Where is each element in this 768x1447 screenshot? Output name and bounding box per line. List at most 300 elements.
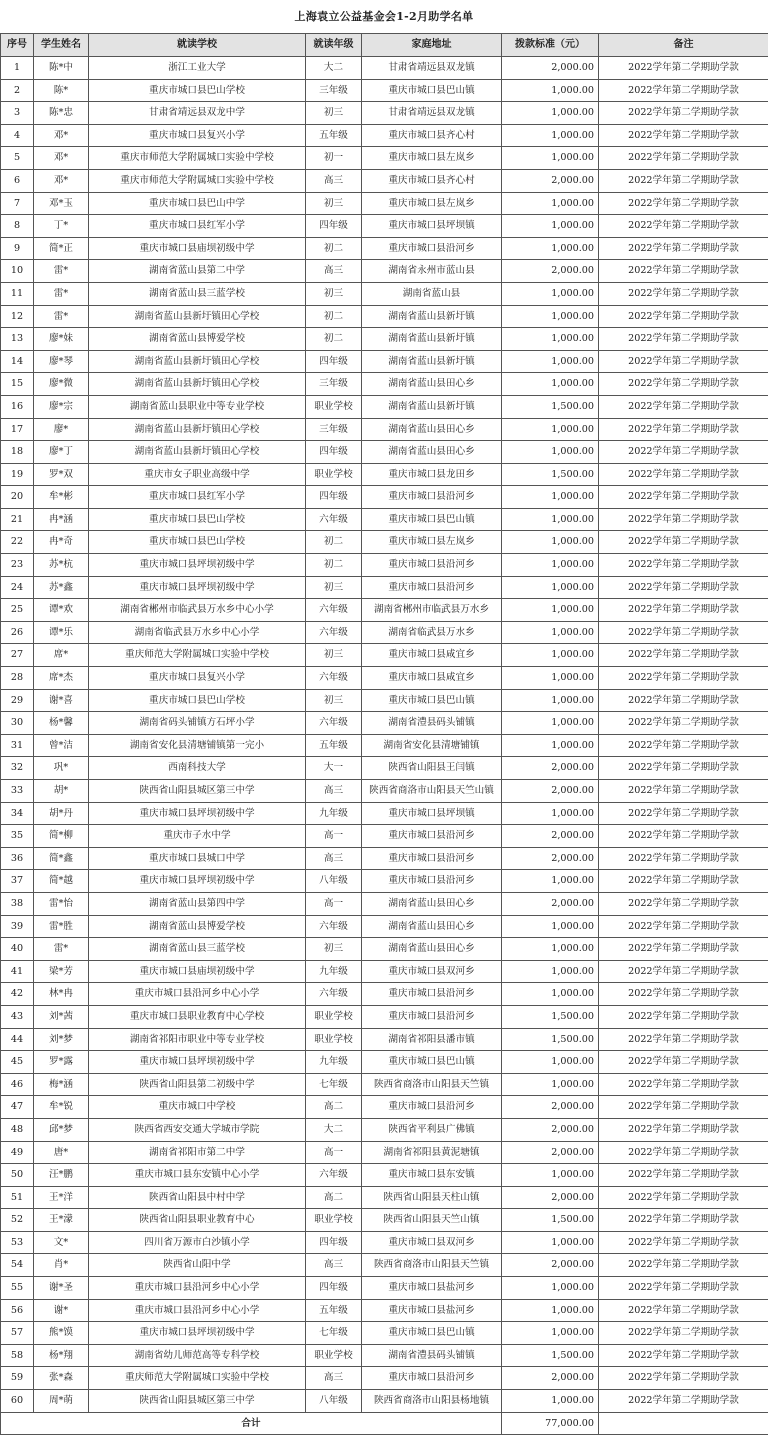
cell-student-name: 谢*圣 <box>34 1277 89 1300</box>
cell-index: 53 <box>1 1231 34 1254</box>
cell-address: 湖南省澧县码头铺镇 <box>362 712 502 735</box>
table-row <box>1 938 768 961</box>
cell-remark: 2022学年第二学期助学款 <box>599 282 768 305</box>
cell-index: 54 <box>1 1254 34 1277</box>
cell-index: 24 <box>1 576 34 599</box>
cell-address: 重庆市城口县沿河乡 <box>362 576 502 599</box>
table-row <box>1 892 768 915</box>
cell-remark: 2022学年第二学期助学款 <box>599 1322 768 1345</box>
cell-address: 湖南省蓝山县新圩镇 <box>362 305 502 328</box>
cell-address: 湖南省祁阳县黄泥塘镇 <box>362 1141 502 1164</box>
cell-student-name: 陈*中 <box>34 57 89 80</box>
cell-amount: 1,000.00 <box>502 147 599 170</box>
cell-address: 重庆市城口县咸宜乡 <box>362 644 502 667</box>
cell-grade: 四年级 <box>306 441 362 464</box>
cell-student-name: 雷* <box>34 938 89 961</box>
cell-school: 重庆市城口县坪坝初级中学 <box>89 802 306 825</box>
table-row <box>1 847 768 870</box>
table-footer <box>1 1412 768 1435</box>
cell-grade: 高三 <box>306 780 362 803</box>
cell-student-name: 简*越 <box>34 870 89 893</box>
cell-student-name: 丁* <box>34 215 89 238</box>
cell-index: 42 <box>1 983 34 1006</box>
cell-address: 重庆市城口县沿河乡 <box>362 983 502 1006</box>
table-row <box>1 712 768 735</box>
cell-index: 15 <box>1 373 34 396</box>
cell-student-name: 陈*忠 <box>34 102 89 125</box>
table-row <box>1 463 768 486</box>
cell-address: 湖南省蓝山县田心乡 <box>362 441 502 464</box>
table-row <box>1 599 768 622</box>
table-row <box>1 621 768 644</box>
cell-amount: 1,000.00 <box>502 418 599 441</box>
cell-amount: 1,000.00 <box>502 124 599 147</box>
cell-school: 湖南省郴州市临武县万水乡中心小学 <box>89 599 306 622</box>
cell-index: 26 <box>1 621 34 644</box>
cell-school: 湖南省蓝山县第二中学 <box>89 260 306 283</box>
cell-index: 36 <box>1 847 34 870</box>
cell-student-name: 邓* <box>34 169 89 192</box>
cell-student-name: 梁*芳 <box>34 960 89 983</box>
cell-index: 19 <box>1 463 34 486</box>
cell-address: 陕西省商洛市山阳县天竺镇 <box>362 1073 502 1096</box>
table-row <box>1 531 768 554</box>
table-row <box>1 554 768 577</box>
cell-remark: 2022学年第二学期助学款 <box>599 79 768 102</box>
cell-student-name: 汪*鹏 <box>34 1164 89 1187</box>
cell-remark: 2022学年第二学期助学款 <box>599 124 768 147</box>
cell-grade: 三年级 <box>306 373 362 396</box>
table-row <box>1 1186 768 1209</box>
cell-address: 湖南省安化县清塘铺镇 <box>362 734 502 757</box>
cell-address: 陕西省平利县广佛镇 <box>362 1118 502 1141</box>
table-row <box>1 667 768 690</box>
cell-address: 甘肃省靖远县双龙镇 <box>362 102 502 125</box>
cell-amount: 1,500.00 <box>502 395 599 418</box>
cell-grade: 六年级 <box>306 915 362 938</box>
cell-grade: 七年级 <box>306 1322 362 1345</box>
cell-grade: 六年级 <box>306 508 362 531</box>
cell-address: 重庆市城口县盐河乡 <box>362 1277 502 1300</box>
cell-remark: 2022学年第二学期助学款 <box>599 260 768 283</box>
cell-grade: 职业学校 <box>306 1209 362 1232</box>
cell-address: 重庆市城口县齐心村 <box>362 124 502 147</box>
cell-remark: 2022学年第二学期助学款 <box>599 531 768 554</box>
cell-grade: 六年级 <box>306 621 362 644</box>
cell-remark: 2022学年第二学期助学款 <box>599 418 768 441</box>
cell-grade: 大一 <box>306 757 362 780</box>
cell-index: 27 <box>1 644 34 667</box>
cell-school: 重庆市子水中学 <box>89 825 306 848</box>
cell-grade: 初二 <box>306 305 362 328</box>
cell-index: 50 <box>1 1164 34 1187</box>
cell-address: 重庆市城口县龙田乡 <box>362 463 502 486</box>
cell-school: 湖南省蓝山县新圩镇田心学校 <box>89 350 306 373</box>
cell-school: 重庆市城口县城口中学 <box>89 847 306 870</box>
table-row <box>1 1231 768 1254</box>
cell-grade: 初一 <box>306 147 362 170</box>
table-row <box>1 1005 768 1028</box>
table-row <box>1 1277 768 1300</box>
table-row <box>1 1390 768 1413</box>
cell-grade: 初三 <box>306 576 362 599</box>
scholarship-table <box>0 33 768 1435</box>
document-title: 上海袁立公益基金会1-2月助学名单 <box>294 10 474 23</box>
cell-school: 重庆市城口县坪坝初级中学 <box>89 1051 306 1074</box>
cell-school: 重庆市城口县红军小学 <box>89 215 306 238</box>
cell-remark: 2022学年第二学期助学款 <box>599 689 768 712</box>
table-row <box>1 983 768 1006</box>
cell-remark: 2022学年第二学期助学款 <box>599 1028 768 1051</box>
cell-amount: 2,000.00 <box>502 1141 599 1164</box>
cell-student-name: 廖*微 <box>34 373 89 396</box>
cell-amount: 1,000.00 <box>502 1277 599 1300</box>
total-label: 合计 <box>1 1412 502 1435</box>
cell-address: 湖南省蓝山县田心乡 <box>362 418 502 441</box>
cell-school: 湖南省蓝山县职业中等专业学校 <box>89 395 306 418</box>
cell-index: 34 <box>1 802 34 825</box>
cell-grade: 九年级 <box>306 802 362 825</box>
cell-student-name: 雷* <box>34 282 89 305</box>
cell-grade: 三年级 <box>306 79 362 102</box>
cell-address: 重庆市城口县双河乡 <box>362 1231 502 1254</box>
cell-school: 陕西省西安交通大学城市学院 <box>89 1118 306 1141</box>
cell-remark: 2022学年第二学期助学款 <box>599 395 768 418</box>
cell-address: 重庆市城口县沿河乡 <box>362 1096 502 1119</box>
cell-school: 重庆市城口县庙坝初级中学 <box>89 960 306 983</box>
cell-school: 重庆市城口县红军小学 <box>89 486 306 509</box>
cell-address: 重庆市城口县双河乡 <box>362 960 502 983</box>
header-student-name: 学生姓名 <box>34 34 89 57</box>
cell-amount: 1,000.00 <box>502 554 599 577</box>
cell-remark: 2022学年第二学期助学款 <box>599 576 768 599</box>
cell-address: 重庆市城口县坪坝镇 <box>362 215 502 238</box>
cell-grade: 职业学校 <box>306 1028 362 1051</box>
cell-school: 湖南省蓝山县三蓝学校 <box>89 938 306 961</box>
cell-student-name: 王*洋 <box>34 1186 89 1209</box>
cell-school: 重庆市城口县巴山学校 <box>89 79 306 102</box>
cell-student-name: 邓*玉 <box>34 192 89 215</box>
cell-remark: 2022学年第二学期助学款 <box>599 463 768 486</box>
cell-index: 21 <box>1 508 34 531</box>
header-grade: 就读年级 <box>306 34 362 57</box>
cell-amount: 1,000.00 <box>502 621 599 644</box>
cell-address: 重庆市城口县巴山镇 <box>362 689 502 712</box>
cell-address: 重庆市城口县沿河乡 <box>362 486 502 509</box>
cell-school: 重庆市城口县坪坝初级中学 <box>89 554 306 577</box>
table-row <box>1 486 768 509</box>
cell-remark: 2022学年第二学期助学款 <box>599 373 768 396</box>
cell-remark: 2022学年第二学期助学款 <box>599 847 768 870</box>
cell-address: 重庆市城口县沿河乡 <box>362 554 502 577</box>
cell-remark: 2022学年第二学期助学款 <box>599 554 768 577</box>
cell-index: 12 <box>1 305 34 328</box>
cell-remark: 2022学年第二学期助学款 <box>599 328 768 351</box>
cell-school: 重庆市城口县巴山中学 <box>89 192 306 215</box>
cell-address: 重庆市城口县巴山镇 <box>362 1322 502 1345</box>
cell-amount: 1,000.00 <box>502 576 599 599</box>
cell-grade: 九年级 <box>306 1051 362 1074</box>
cell-amount: 1,000.00 <box>502 599 599 622</box>
cell-amount: 2,000.00 <box>502 780 599 803</box>
cell-student-name: 唐* <box>34 1141 89 1164</box>
cell-index: 1 <box>1 57 34 80</box>
cell-school: 陕西省山阳县城区第三中学 <box>89 1390 306 1413</box>
cell-student-name: 简*鑫 <box>34 847 89 870</box>
cell-amount: 1,000.00 <box>502 1051 599 1074</box>
table-row <box>1 79 768 102</box>
table-body <box>1 57 768 1413</box>
cell-grade: 四年级 <box>306 1277 362 1300</box>
cell-student-name: 罗*双 <box>34 463 89 486</box>
cell-student-name: 曾*洁 <box>34 734 89 757</box>
cell-index: 9 <box>1 237 34 260</box>
cell-amount: 1,000.00 <box>502 1299 599 1322</box>
table-row <box>1 1322 768 1345</box>
cell-amount: 2,000.00 <box>502 825 599 848</box>
table-row <box>1 373 768 396</box>
cell-address: 湖南省澧县码头铺镇 <box>362 1344 502 1367</box>
cell-index: 16 <box>1 395 34 418</box>
cell-grade: 初三 <box>306 938 362 961</box>
table-row <box>1 441 768 464</box>
cell-remark: 2022学年第二学期助学款 <box>599 599 768 622</box>
cell-index: 38 <box>1 892 34 915</box>
cell-index: 4 <box>1 124 34 147</box>
cell-grade: 高三 <box>306 260 362 283</box>
cell-remark: 2022学年第二学期助学款 <box>599 215 768 238</box>
cell-index: 29 <box>1 689 34 712</box>
cell-remark: 2022学年第二学期助学款 <box>599 1367 768 1390</box>
cell-student-name: 冉*奇 <box>34 531 89 554</box>
cell-index: 28 <box>1 667 34 690</box>
cell-student-name: 雷*怡 <box>34 892 89 915</box>
cell-student-name: 苏*鑫 <box>34 576 89 599</box>
cell-school: 重庆市城口县庙坝初级中学 <box>89 237 306 260</box>
cell-school: 重庆师范大学附属城口实验中学校 <box>89 644 306 667</box>
cell-remark: 2022学年第二学期助学款 <box>599 644 768 667</box>
cell-student-name: 张*森 <box>34 1367 89 1390</box>
cell-amount: 1,500.00 <box>502 463 599 486</box>
cell-amount: 1,000.00 <box>502 102 599 125</box>
cell-grade: 六年级 <box>306 667 362 690</box>
cell-address: 重庆市城口县巴山镇 <box>362 508 502 531</box>
cell-address: 重庆市城口县沿河乡 <box>362 870 502 893</box>
cell-student-name: 邱*梦 <box>34 1118 89 1141</box>
cell-amount: 1,000.00 <box>502 960 599 983</box>
cell-amount: 1,500.00 <box>502 1028 599 1051</box>
cell-school: 重庆市城口县沿河乡中心小学 <box>89 1277 306 1300</box>
cell-school: 湖南省祁阳市职业中等专业学校 <box>89 1028 306 1051</box>
cell-index: 44 <box>1 1028 34 1051</box>
cell-index: 30 <box>1 712 34 735</box>
table-row <box>1 1028 768 1051</box>
cell-grade: 四年级 <box>306 350 362 373</box>
cell-amount: 1,000.00 <box>502 1390 599 1413</box>
cell-student-name: 牟*锐 <box>34 1096 89 1119</box>
table-row <box>1 1299 768 1322</box>
header-row <box>1 34 768 57</box>
cell-address: 陕西省山阳县天竺山镇 <box>362 1209 502 1232</box>
cell-remark: 2022学年第二学期助学款 <box>599 734 768 757</box>
total-amount: 77,000.00 <box>502 1412 599 1435</box>
cell-grade: 五年级 <box>306 124 362 147</box>
table-row <box>1 215 768 238</box>
cell-school: 西南科技大学 <box>89 757 306 780</box>
cell-remark: 2022学年第二学期助学款 <box>599 938 768 961</box>
cell-amount: 1,000.00 <box>502 282 599 305</box>
cell-address: 湖南省蓝山县新圩镇 <box>362 350 502 373</box>
cell-school: 湖南省蓝山县三蓝学校 <box>89 282 306 305</box>
cell-remark: 2022学年第二学期助学款 <box>599 1118 768 1141</box>
cell-school: 陕西省山阳县城区第三中学 <box>89 780 306 803</box>
cell-school: 重庆市师范大学附属城口实验中学校 <box>89 169 306 192</box>
cell-index: 20 <box>1 486 34 509</box>
cell-amount: 1,000.00 <box>502 983 599 1006</box>
table-row <box>1 870 768 893</box>
cell-school: 重庆市城口县沿河乡中心小学 <box>89 983 306 1006</box>
cell-address: 重庆市城口县沿河乡 <box>362 1367 502 1390</box>
cell-amount: 2,000.00 <box>502 1096 599 1119</box>
cell-grade: 六年级 <box>306 599 362 622</box>
cell-student-name: 梅*涵 <box>34 1073 89 1096</box>
cell-index: 58 <box>1 1344 34 1367</box>
cell-grade: 职业学校 <box>306 1005 362 1028</box>
cell-student-name: 谢*喜 <box>34 689 89 712</box>
cell-student-name: 杨*馨 <box>34 712 89 735</box>
cell-student-name: 刘*梦 <box>34 1028 89 1051</box>
cell-student-name: 简*正 <box>34 237 89 260</box>
cell-address: 重庆市城口县东安镇 <box>362 1164 502 1187</box>
cell-address: 重庆市城口县左岚乡 <box>362 531 502 554</box>
cell-student-name: 周*萌 <box>34 1390 89 1413</box>
cell-remark: 2022学年第二学期助学款 <box>599 1299 768 1322</box>
table-row <box>1 192 768 215</box>
cell-student-name: 胡*丹 <box>34 802 89 825</box>
cell-remark: 2022学年第二学期助学款 <box>599 1051 768 1074</box>
cell-student-name: 罗*露 <box>34 1051 89 1074</box>
cell-remark: 2022学年第二学期助学款 <box>599 870 768 893</box>
cell-address: 重庆市城口县盐河乡 <box>362 1299 502 1322</box>
cell-address: 湖南省蓝山县田心乡 <box>362 373 502 396</box>
cell-index: 59 <box>1 1367 34 1390</box>
cell-student-name: 王*濛 <box>34 1209 89 1232</box>
cell-remark: 2022学年第二学期助学款 <box>599 1254 768 1277</box>
cell-remark: 2022学年第二学期助学款 <box>599 825 768 848</box>
cell-address: 湖南省蓝山县田心乡 <box>362 892 502 915</box>
cell-grade: 八年级 <box>306 1390 362 1413</box>
cell-remark: 2022学年第二学期助学款 <box>599 57 768 80</box>
cell-school: 湖南省蓝山县新圩镇田心学校 <box>89 418 306 441</box>
cell-amount: 1,000.00 <box>502 215 599 238</box>
cell-index: 6 <box>1 169 34 192</box>
cell-address: 重庆市城口县坪坝镇 <box>362 802 502 825</box>
cell-address: 重庆市城口县咸宜乡 <box>362 667 502 690</box>
cell-remark: 2022学年第二学期助学款 <box>599 237 768 260</box>
cell-grade: 高二 <box>306 1096 362 1119</box>
cell-school: 陕西省山阳县职业教育中心 <box>89 1209 306 1232</box>
cell-remark: 2022学年第二学期助学款 <box>599 892 768 915</box>
cell-address: 湖南省郴州市临武县万水乡 <box>362 599 502 622</box>
cell-index: 35 <box>1 825 34 848</box>
cell-amount: 2,000.00 <box>502 169 599 192</box>
table-row <box>1 350 768 373</box>
cell-amount: 1,000.00 <box>502 712 599 735</box>
cell-index: 45 <box>1 1051 34 1074</box>
header-index: 序号 <box>1 34 34 57</box>
table-row <box>1 102 768 125</box>
cell-amount: 1,000.00 <box>502 1231 599 1254</box>
cell-student-name: 刘*茜 <box>34 1005 89 1028</box>
cell-student-name: 廖*宗 <box>34 395 89 418</box>
cell-student-name: 席*杰 <box>34 667 89 690</box>
cell-grade: 六年级 <box>306 1164 362 1187</box>
cell-student-name: 简*柳 <box>34 825 89 848</box>
cell-amount: 2,000.00 <box>502 757 599 780</box>
cell-grade: 职业学校 <box>306 395 362 418</box>
cell-address: 陕西省商洛市山阳县天竺镇 <box>362 1254 502 1277</box>
cell-amount: 1,000.00 <box>502 689 599 712</box>
cell-school: 湖南省临武县万水乡中心小学 <box>89 621 306 644</box>
cell-address: 湖南省蓝山县新圩镇 <box>362 395 502 418</box>
cell-amount: 1,000.00 <box>502 237 599 260</box>
table-row <box>1 237 768 260</box>
cell-student-name: 廖*琴 <box>34 350 89 373</box>
cell-index: 41 <box>1 960 34 983</box>
cell-index: 22 <box>1 531 34 554</box>
table-row <box>1 734 768 757</box>
table-row <box>1 260 768 283</box>
cell-amount: 1,000.00 <box>502 667 599 690</box>
cell-amount: 1,000.00 <box>502 1322 599 1345</box>
cell-address: 陕西省山阳县天柱山镇 <box>362 1186 502 1209</box>
cell-grade: 大二 <box>306 1118 362 1141</box>
cell-amount: 1,000.00 <box>502 79 599 102</box>
cell-remark: 2022学年第二学期助学款 <box>599 102 768 125</box>
cell-grade: 初二 <box>306 531 362 554</box>
cell-remark: 2022学年第二学期助学款 <box>599 1390 768 1413</box>
cell-remark: 2022学年第二学期助学款 <box>599 667 768 690</box>
cell-grade: 初三 <box>306 689 362 712</box>
table-row <box>1 1344 768 1367</box>
cell-address: 湖南省蓝山县田心乡 <box>362 915 502 938</box>
cell-grade: 初三 <box>306 102 362 125</box>
cell-student-name: 杨*翔 <box>34 1344 89 1367</box>
cell-index: 40 <box>1 938 34 961</box>
cell-index: 11 <box>1 282 34 305</box>
cell-grade: 四年级 <box>306 215 362 238</box>
cell-amount: 1,000.00 <box>502 305 599 328</box>
cell-index: 33 <box>1 780 34 803</box>
cell-amount: 1,000.00 <box>502 508 599 531</box>
cell-amount: 1,500.00 <box>502 1344 599 1367</box>
cell-student-name: 谭*乐 <box>34 621 89 644</box>
header-address: 家庭地址 <box>362 34 502 57</box>
cell-address: 重庆市城口县沿河乡 <box>362 1005 502 1028</box>
cell-student-name: 胡* <box>34 780 89 803</box>
cell-amount: 2,000.00 <box>502 1186 599 1209</box>
table-row <box>1 169 768 192</box>
cell-remark: 2022学年第二学期助学款 <box>599 1164 768 1187</box>
cell-amount: 1,000.00 <box>502 938 599 961</box>
cell-address: 湖南省临武县万水乡 <box>362 621 502 644</box>
cell-school: 陕西省山阳县中村中学 <box>89 1186 306 1209</box>
cell-grade: 五年级 <box>306 734 362 757</box>
table-row <box>1 305 768 328</box>
cell-student-name: 谢* <box>34 1299 89 1322</box>
table-row <box>1 147 768 170</box>
cell-amount: 2,000.00 <box>502 57 599 80</box>
